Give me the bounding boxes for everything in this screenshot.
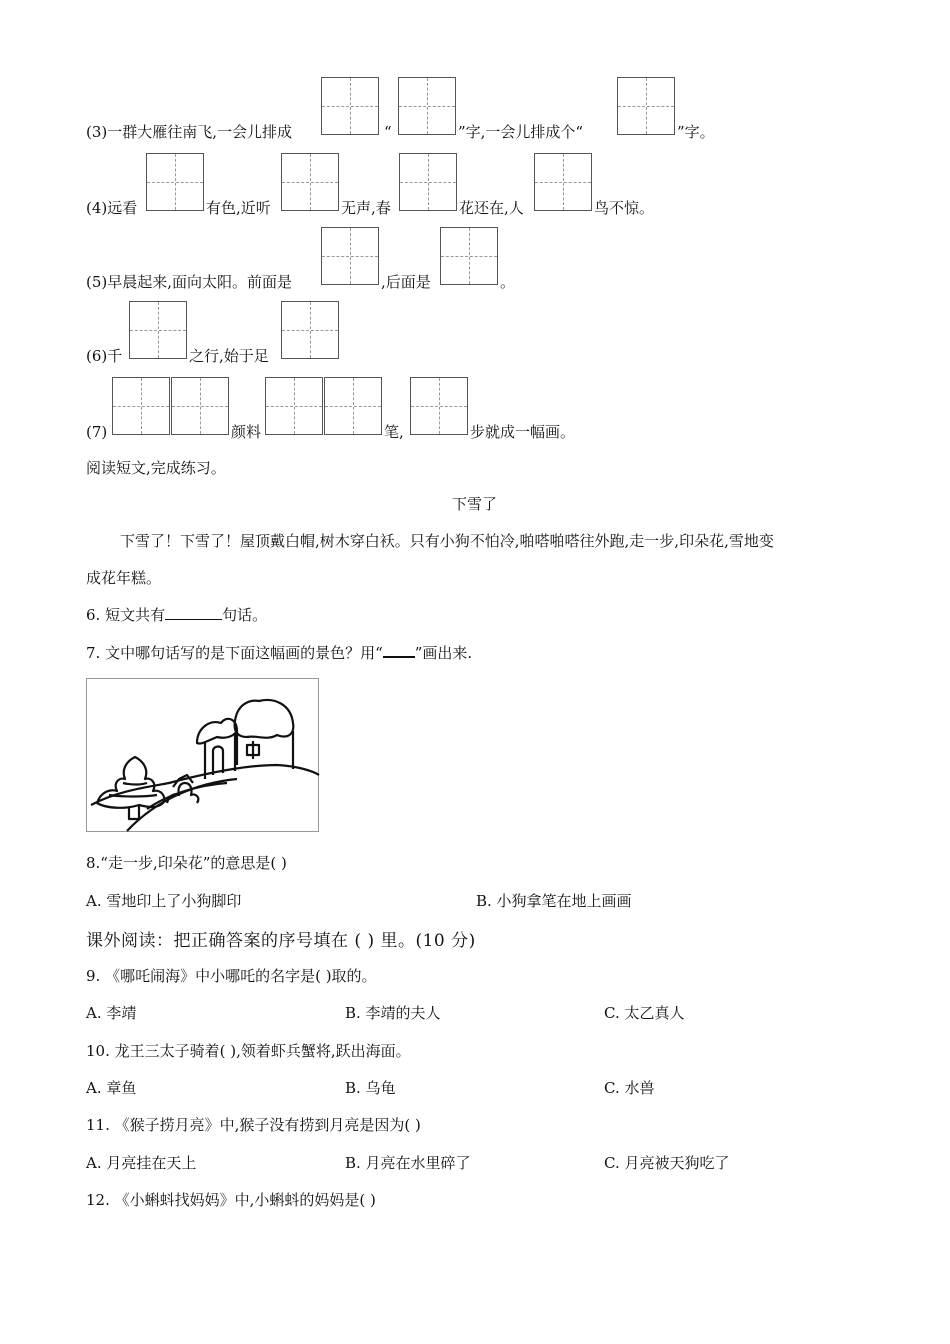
question-6 — [86, 605, 267, 625]
option-b[interactable]: B. 李靖的夫人 — [345, 1004, 441, 1022]
q3-text-d: ”字。 — [677, 123, 715, 141]
q5-text-a: (5)早晨起来,面向太阳。前面是 — [86, 273, 293, 291]
char-box[interactable] — [410, 377, 468, 435]
char-box[interactable] — [146, 153, 204, 211]
underline-sample — [383, 642, 415, 658]
q5-text-b: ,后面是 — [381, 273, 431, 291]
q4-text-a: (4)远看 — [86, 199, 138, 217]
option-a[interactable]: A. 雪地印上了小狗脚印 — [86, 892, 242, 910]
option-c[interactable]: C. 水兽 — [604, 1079, 655, 1097]
question-10: 10. 龙王三太子骑着( ),领着虾兵蟹将,跃出海面。 — [86, 1042, 411, 1060]
char-box[interactable] — [112, 377, 170, 435]
q6-text-b: 之行,始于足 — [189, 347, 269, 365]
passage-line-1: 下雪了！下雪了！屋顶戴白帽,树木穿白袄。只有小狗不怕冷,啪嗒啪嗒往外跑,走一步,印朵花,雪地变 — [120, 532, 774, 550]
question-11: 11. 《猴子捞月亮》中,猴子没有捞到月亮是因为( ) — [86, 1116, 421, 1134]
q4-text-e: 鸟不惊。 — [594, 199, 655, 217]
option-a[interactable]: A. 月亮挂在天上 — [86, 1154, 197, 1172]
question-12: 12. 《小蝌蚪找妈妈》中,小蝌蚪的妈妈是( ) — [86, 1191, 376, 1209]
option-b[interactable]: B. 乌龟 — [345, 1079, 396, 1097]
q5-text-c: 。 — [500, 273, 516, 291]
char-box[interactable] — [265, 377, 323, 435]
q7-stem-a: 7. 文中哪句话写的是下面这幅画的景色？用“ — [86, 644, 383, 662]
char-box[interactable] — [171, 377, 229, 435]
answer-blank[interactable] — [165, 605, 222, 620]
reading-intro: 阅读短文,完成练习。 — [86, 459, 226, 477]
char-box[interactable] — [398, 77, 456, 135]
option-b[interactable]: B. 月亮在水里碎了 — [345, 1154, 471, 1172]
char-box[interactable] — [440, 227, 498, 285]
q7-text-b: 颜料 — [231, 423, 262, 441]
option-a[interactable]: A. 李靖 — [86, 1004, 137, 1022]
char-box[interactable] — [129, 301, 187, 359]
passage-line-2: 成花年糕。 — [86, 569, 162, 587]
option-c[interactable]: C. 太乙真人 — [604, 1004, 685, 1022]
char-box[interactable] — [281, 153, 339, 211]
option-c[interactable]: C. 月亮被天狗吃了 — [604, 1154, 730, 1172]
q7-text-c: 笔, — [384, 423, 404, 441]
q7-stem-b: ”画出来. — [414, 644, 473, 662]
char-box[interactable] — [534, 153, 592, 211]
question-7 — [86, 642, 472, 663]
q6-stem-b: 句话。 — [222, 606, 268, 624]
question-9: 9. 《哪吒闹海》中小哪吒的名字是( )取的。 — [86, 967, 377, 985]
q3-text-b: “ — [384, 123, 392, 141]
snow-scene-image — [86, 678, 319, 832]
q4-text-d: 花还在,人 — [459, 199, 524, 217]
char-box[interactable] — [321, 227, 379, 285]
q6-stem-a: 6. 短文共有 — [86, 606, 166, 624]
q4-text-b: 有色,近听 — [206, 199, 271, 217]
char-box[interactable] — [324, 377, 382, 435]
q3-text-c: ”字,一会儿排成个“ — [458, 123, 584, 141]
char-box[interactable] — [321, 77, 379, 135]
section-heading: 课外阅读：把正确答案的序号填在 ( ) 里。(10 分) — [86, 931, 476, 951]
option-a[interactable]: A. 章鱼 — [86, 1079, 137, 1097]
q3-text-a: (3)一群大雁往南飞,一会儿排成 — [86, 123, 293, 141]
option-b[interactable]: B. 小狗拿笔在地上画画 — [476, 892, 632, 910]
q6-text-a: (6)千 — [86, 347, 123, 365]
q7-text-a: (7) — [86, 423, 108, 441]
char-box[interactable] — [281, 301, 339, 359]
passage-title: 下雪了 — [452, 495, 498, 513]
char-box[interactable] — [617, 77, 675, 135]
q7-text-d: 步就成一幅画。 — [470, 423, 576, 441]
char-box[interactable] — [399, 153, 457, 211]
question-8: 8.“走一步,印朵花”的意思是( ) — [86, 854, 287, 872]
q4-text-c: 无声,春 — [341, 199, 391, 217]
